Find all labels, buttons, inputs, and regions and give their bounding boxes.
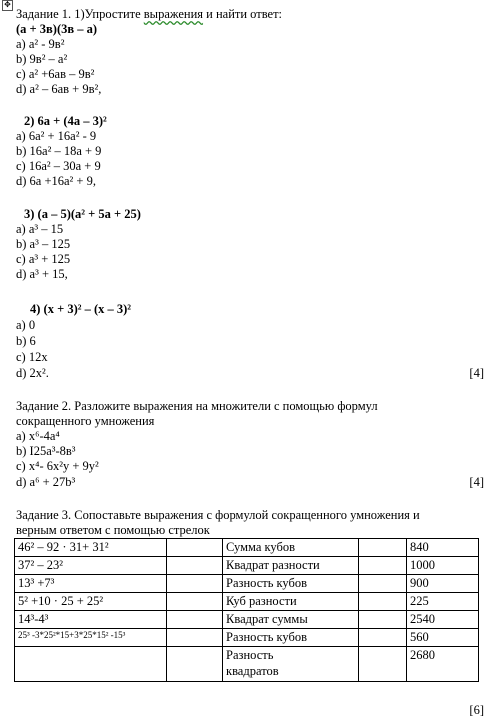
task3-title-line2: верным ответом с помощью стрелок xyxy=(16,523,210,537)
task2-title-line2: сокращенного умножения xyxy=(16,414,155,428)
task2-option-b: b) I25а³-8в³ xyxy=(16,444,76,458)
task1-part2-option-b: b) 16а² – 18а + 9 xyxy=(16,144,102,158)
task3-score: [6] xyxy=(469,703,484,717)
empty-cell xyxy=(167,647,223,682)
task2-option-a: а) х⁶-4а⁴ xyxy=(16,429,60,443)
answer-cell: 2540 xyxy=(407,611,479,629)
task1-part3-option-a: а) а³ – 15 xyxy=(16,222,64,236)
table-move-handle-icon[interactable]: ✥ xyxy=(2,0,13,11)
task1-part2-expr: 2) 6а + (4а – 3)² xyxy=(24,114,107,128)
empty-cell xyxy=(167,575,223,593)
empty-cell xyxy=(359,539,407,557)
empty-cell xyxy=(167,629,223,647)
task2-score: [4] xyxy=(469,475,484,489)
empty-cell xyxy=(359,629,407,647)
formula-cell xyxy=(223,647,359,682)
empty-cell xyxy=(359,647,407,682)
table-row xyxy=(15,647,479,682)
answer-cell: 1000 xyxy=(407,557,479,575)
task2-title-line1: Задание 2. Разложите выражения на множители с помощью формул xyxy=(16,399,378,413)
answer-cell: 560 xyxy=(407,629,479,647)
table-row xyxy=(15,575,479,593)
task1-score: [4] xyxy=(469,366,484,380)
empty-cell xyxy=(359,611,407,629)
task1-part4-option-b: b) 6 xyxy=(16,334,36,348)
empty-cell xyxy=(359,593,407,611)
table-row xyxy=(15,629,479,647)
empty-cell xyxy=(167,593,223,611)
formula-line: квадратов xyxy=(226,664,279,678)
table-row xyxy=(15,557,479,575)
empty-cell xyxy=(167,611,223,629)
expression-cell: 46² – 92 · 31+ 31² xyxy=(15,539,167,557)
task1-part3-option-b: b) а³ – 125 xyxy=(16,237,71,251)
answer-cell: 840 xyxy=(407,539,479,557)
task1-part1-option-a: а) а² - 9в² xyxy=(16,37,65,51)
task1-part2-option-a: а) 6а² + 16а² - 9 xyxy=(16,129,97,143)
formula-cell: Квадрат суммы xyxy=(223,611,359,629)
task1-part4-option-d: d) 2х². xyxy=(16,366,49,380)
empty-cell xyxy=(359,575,407,593)
expression-cell: 5² +10 · 25 + 25² xyxy=(15,593,167,611)
task1-part1-expr: (а + 3в)(3в – а) xyxy=(16,22,98,36)
expression-cell xyxy=(15,647,167,682)
task2-option-d: d) а⁶ + 27b³ xyxy=(16,475,76,489)
formula-cell: Куб разности xyxy=(223,593,359,611)
formula-cell: Разность кубов xyxy=(223,629,359,647)
task1-part4-expr: 4) (х + 3)² – (х – 3)² xyxy=(30,302,132,316)
task1-part1-option-c: c) а² +6ав – 9в² xyxy=(16,67,95,81)
task1-part1-option-d: d) а² – 6ав + 9в², xyxy=(16,82,102,96)
task2-option-c: c) х⁴- 6х²у + 9у² xyxy=(16,459,99,473)
table-row xyxy=(15,539,479,557)
table-row xyxy=(15,593,479,611)
empty-cell xyxy=(167,557,223,575)
task1-part2-option-d: d) 6а +16а² + 9, xyxy=(16,174,96,188)
task1-part3-expr: 3) (а – 5)(а² + 5а + 25) xyxy=(24,207,141,221)
task1-part2-option-c: c) 16а² – 30а + 9 xyxy=(16,159,101,173)
task1-title: Задание 1. 1)Упростите выражения и найти ответ: xyxy=(16,7,283,21)
formula-line: Разность xyxy=(226,648,274,662)
formula-cell: Сумма кубов xyxy=(223,539,359,557)
expression-cell: 25³ -3*25²*15+3*25*15² -15³ xyxy=(15,629,167,647)
empty-cell xyxy=(359,557,407,575)
task1-part4-option-a: а) 0 xyxy=(16,318,36,332)
empty-cell xyxy=(167,539,223,557)
task1-part1-option-b: b) 9в² – а² xyxy=(16,52,68,66)
formula-cell: Разность кубов xyxy=(223,575,359,593)
answer-cell: 2680 xyxy=(407,647,479,682)
table-row xyxy=(15,611,479,629)
answer-cell: 225 xyxy=(407,593,479,611)
expression-cell: 13³ +7³ xyxy=(15,575,167,593)
expression-cell: 37² – 23² xyxy=(15,557,167,575)
expression-cell: 14³-4³ xyxy=(15,611,167,629)
task1-part3-option-c: c) а³ + 125 xyxy=(16,252,71,266)
formula-cell: Квадрат разности xyxy=(223,557,359,575)
task1-part3-option-d: d) а³ + 15, xyxy=(16,267,68,281)
answer-cell: 900 xyxy=(407,575,479,593)
task1-part4-option-c: c) 12х xyxy=(16,350,48,364)
matching-table xyxy=(14,538,479,682)
task3-title-line1: Задание 3. Сопоставьте выражения с формулой сокращенного умножения и xyxy=(16,508,420,522)
